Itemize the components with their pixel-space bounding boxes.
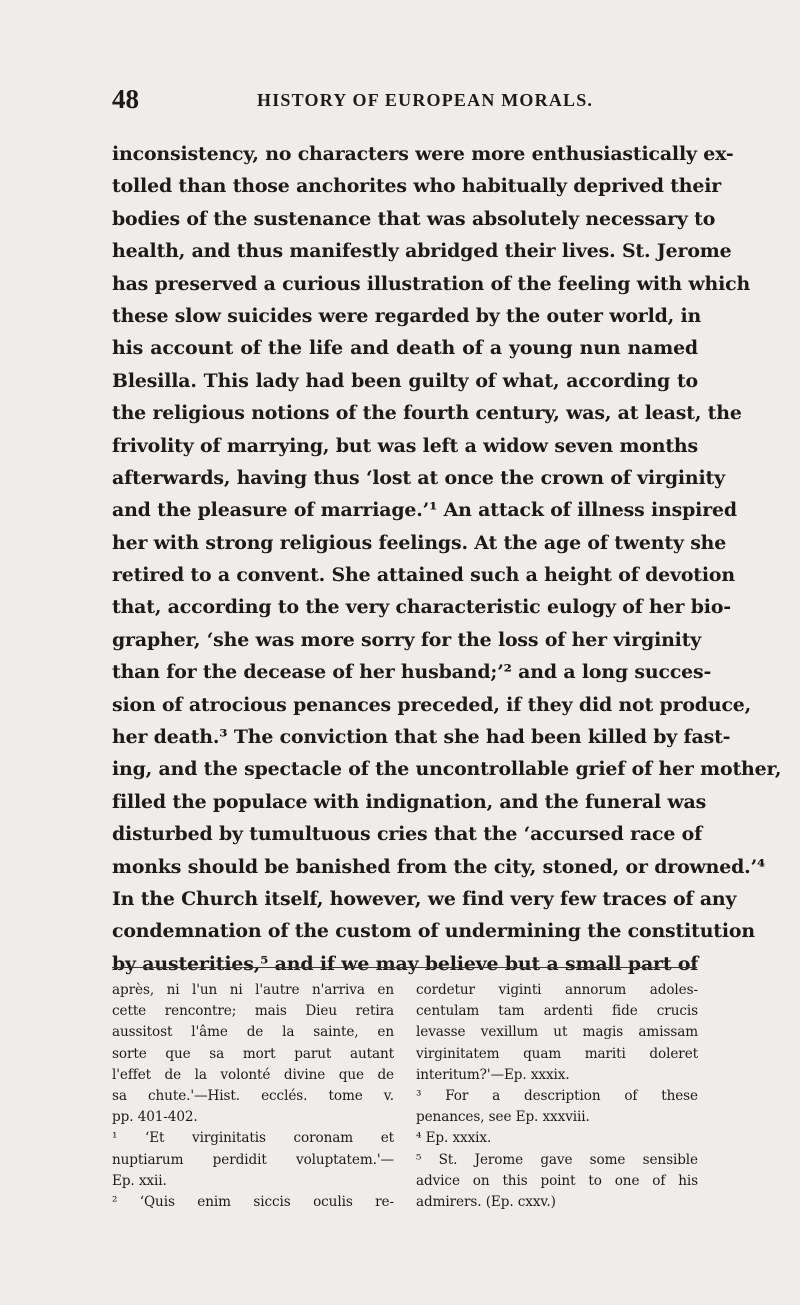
body-line: and the pleasure of marriage.’¹ An attack of illness inspired	[112, 499, 737, 522]
footnote-line: ³ For a description of these	[416, 1087, 698, 1104]
body-line: by austerities,⁵ and if we may believe but a small part of	[112, 952, 699, 975]
body-line: her death.³ The conviction that she had been killed by fast-	[112, 726, 731, 749]
footnote-line: levasse vexillum ut magis amissam	[416, 1024, 698, 1041]
body-line: condemnation of the custom of undermining the constitution	[112, 920, 755, 943]
body-line: that, according to the very characteristic eulogy of her bio-	[112, 596, 731, 619]
footnote-line: cordetur viginti annorum adoles-	[416, 982, 698, 998]
footnote-line: cette rencontre; mais Dieu retira	[112, 1003, 394, 1020]
body-line: disturbed by tumultuous cries that the ‘accursed race of	[112, 823, 703, 846]
footnote-line: admirers. (Ep. cxxv.)	[416, 1193, 556, 1210]
body-line: her with strong religious feelings. At the age of twenty she	[112, 531, 727, 554]
body-line: than for the decease of her husband;’² and a long succes-	[112, 661, 712, 684]
footnote-line: après, ni l'un ni l'autre n'arriva en	[112, 982, 394, 998]
footnote-line: Ep. xxii.	[112, 1172, 167, 1189]
body-line: filled the populace with indignation, and the funeral was	[112, 790, 707, 813]
body-line: his account of the life and death of a young nun named	[112, 337, 698, 360]
body-line: In the Church itself, however, we find very few traces of any	[112, 887, 737, 910]
body-line: frivolity of marrying, but was left a widow seven months	[112, 434, 698, 457]
body-line: has preserved a curious illustration of the feeling with which	[112, 272, 751, 295]
body-line: retired to a convent. She attained such a height of devotion	[112, 564, 735, 587]
footnote-column-right	[416, 980, 698, 1213]
footnote-line: l'effet de la volonté divine que de	[112, 1066, 394, 1083]
footnote-line: virginitatem quam mariti doleret	[416, 1045, 698, 1062]
body-line: monks should be banished from the city, stoned, or drowned.’⁴	[112, 855, 766, 878]
footnote-line: ⁴ Ep. xxxix.	[416, 1130, 492, 1147]
footnote-line: ⁵ St. Jerome gave some sensible	[416, 1151, 698, 1168]
body-line: afterwards, having thus ‘lost at once the crown of virginity	[112, 466, 725, 489]
body-line: grapher, ‘she was more sorry for the loss of her virginity	[112, 628, 702, 651]
body-line: bodies of the sustenance that was absolutely necessary to	[112, 207, 716, 230]
footnote-line: sorte que sa mort parut autant	[112, 1045, 394, 1062]
body-line: Blesilla. This lady had been guilty of what, according to	[112, 369, 698, 392]
running-title: HISTORY OF EUROPEAN MORALS.	[257, 90, 594, 110]
footnote-line: centulam tam ardenti fide crucis	[416, 1003, 698, 1020]
body-line: tolled than those anchorites who habitually deprived their	[112, 175, 722, 198]
footnote-line: penances, see Ep. xxxviii.	[416, 1109, 590, 1126]
body-line: sion of atrocious penances preceded, if they did not produce,	[112, 693, 752, 716]
body-line: ing, and the spectacle of the uncontrollable grief of her mother,	[112, 758, 782, 781]
footnote-column-left	[112, 980, 394, 1213]
body-line: these slow suicides were regarded by the outer world, in	[112, 304, 702, 327]
footnote-line: ² ‘Quis enim siccis oculis re-	[112, 1193, 394, 1210]
body-line: inconsistency, no characters were more enthusiastically ex-	[112, 143, 734, 165]
footnotes	[112, 980, 698, 1270]
footnote-line: sa chute.'—Hist. ecclés. tome v.	[112, 1087, 394, 1104]
footnote-line: ¹ ‘Et virginitatis coronam et	[112, 1130, 394, 1147]
body-line: the religious notions of the fourth century, was, at least, the	[112, 402, 742, 425]
footnote-line: nuptiarum perdidit voluptatem.'—	[112, 1151, 394, 1168]
page-number: 48	[112, 84, 139, 114]
footnote-line: advice on this point to one of his	[416, 1172, 698, 1189]
running-head	[112, 84, 697, 114]
footnote-rule	[112, 967, 697, 968]
footnote-line: interitum?'—Ep. xxxix.	[416, 1066, 570, 1083]
body-line: health, and thus manifestly abridged their lives. St. Jerome	[112, 240, 732, 263]
footnote-line: pp. 401-402.	[112, 1109, 198, 1126]
body-text	[112, 138, 782, 980]
footnote-line: aussitost l'âme de la sainte, en	[112, 1024, 394, 1041]
